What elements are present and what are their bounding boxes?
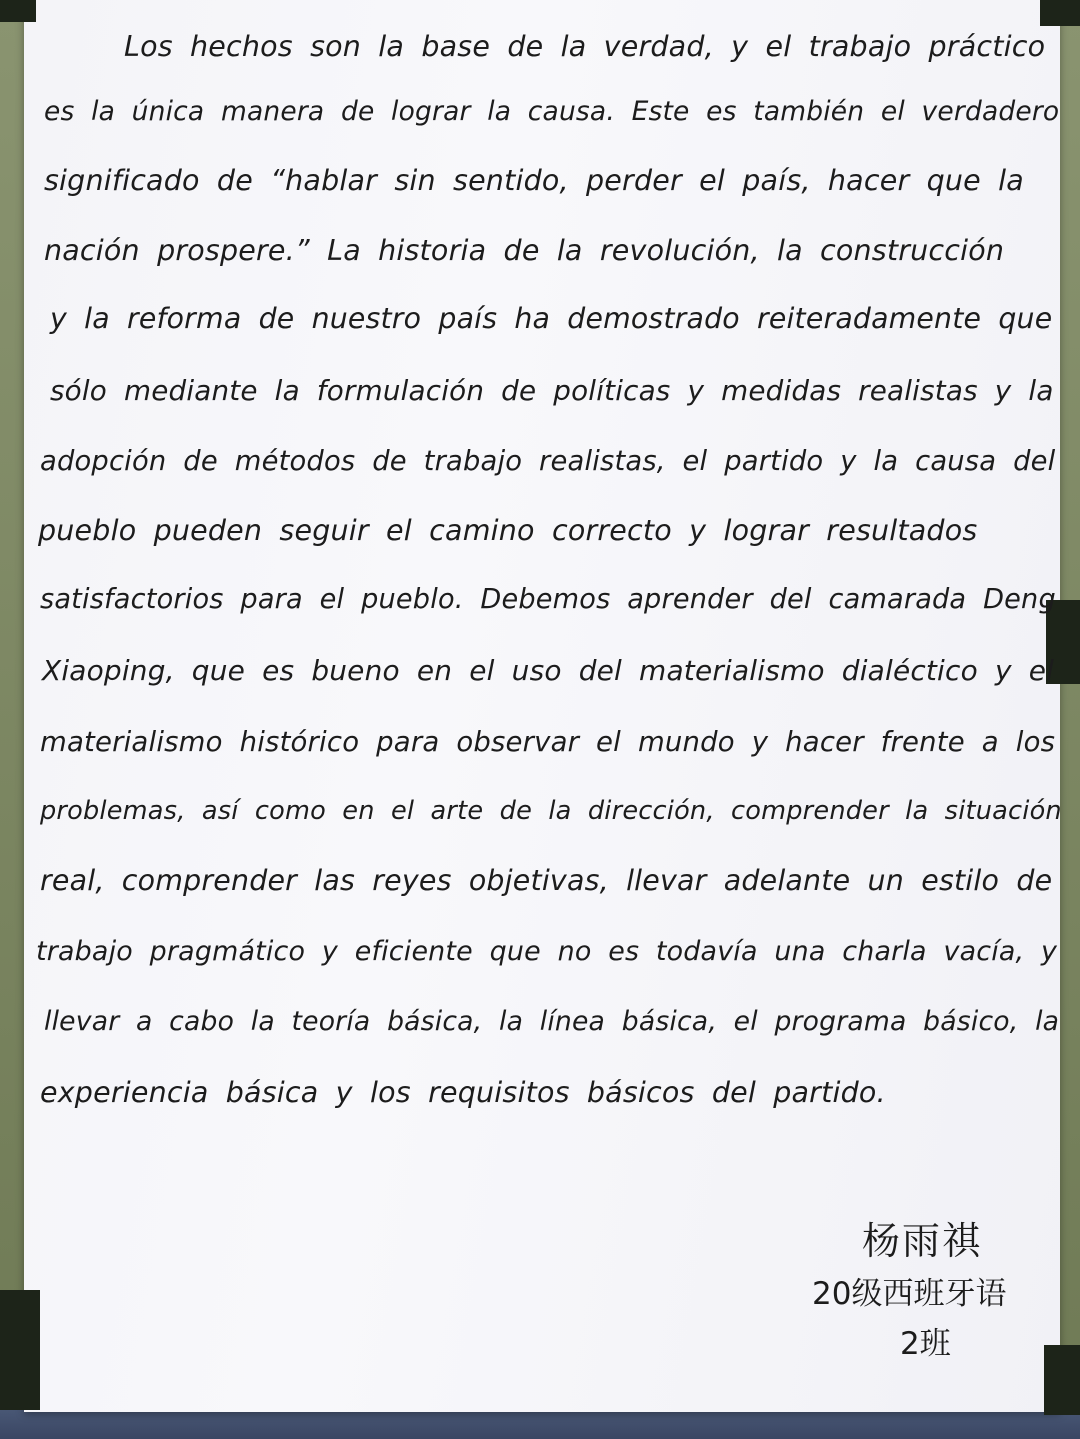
essay-line: llevar a cabo la teoría básica, la línea básica, el programa básico, la [44,1006,1060,1037]
essay-line: sólo mediante la formulación de políticas y medidas realistas y la [50,374,1054,407]
tape-top-left [0,0,36,22]
tape-top-right [1040,0,1080,26]
essay-line: y la reforma de nuestro país ha demostrado reiteradamente que [50,302,1053,335]
essay-line: satisfactorios para el pueblo. Debemos aprender del camarada Deng [40,584,1056,615]
essay-line: pueblo pueden seguir el camino correcto y lograr resultados [38,514,978,547]
author-name: 杨雨祺 [862,1219,983,1263]
essay-line: nación prospere.” La historia de la revolución, la construcción [44,234,1005,267]
tape-bottom-left [0,1290,40,1410]
essay-line: problemas, así como en el arte de la dirección, comprender la situación [40,796,1062,826]
essay-line: Los hechos son la base de la verdad, y el trabajo práctico [124,30,1046,63]
author-class: 20级西班牙语 [812,1276,1007,1312]
essay-line: adopción de métodos de trabajo realistas, el partido y la causa del [40,446,1056,477]
author-group: 2班 [900,1326,951,1362]
essay-line: real, comprender las reyes objetivas, llevar adelante un estilo de [40,864,1053,897]
tape-bottom-right [1044,1345,1080,1415]
essay-line: materialismo histórico para observar el mundo y hacer frente a los [40,726,1056,758]
essay-line: trabajo pragmático y eficiente que no es todavía una charla vacía, y [36,936,1058,967]
essay-line: Xiaoping, que es bueno en el uso del materialismo dialéctico y el [42,654,1055,687]
essay-line: significado de “hablar sin sentido, perder el país, hacer que la [44,164,1024,197]
handwritten-sheet [24,0,1060,1412]
essay-line: experiencia básica y los requisitos básicos del partido. [40,1076,886,1109]
essay-line: es la única manera de lograr la causa. Este es también el verdadero [44,96,1060,127]
